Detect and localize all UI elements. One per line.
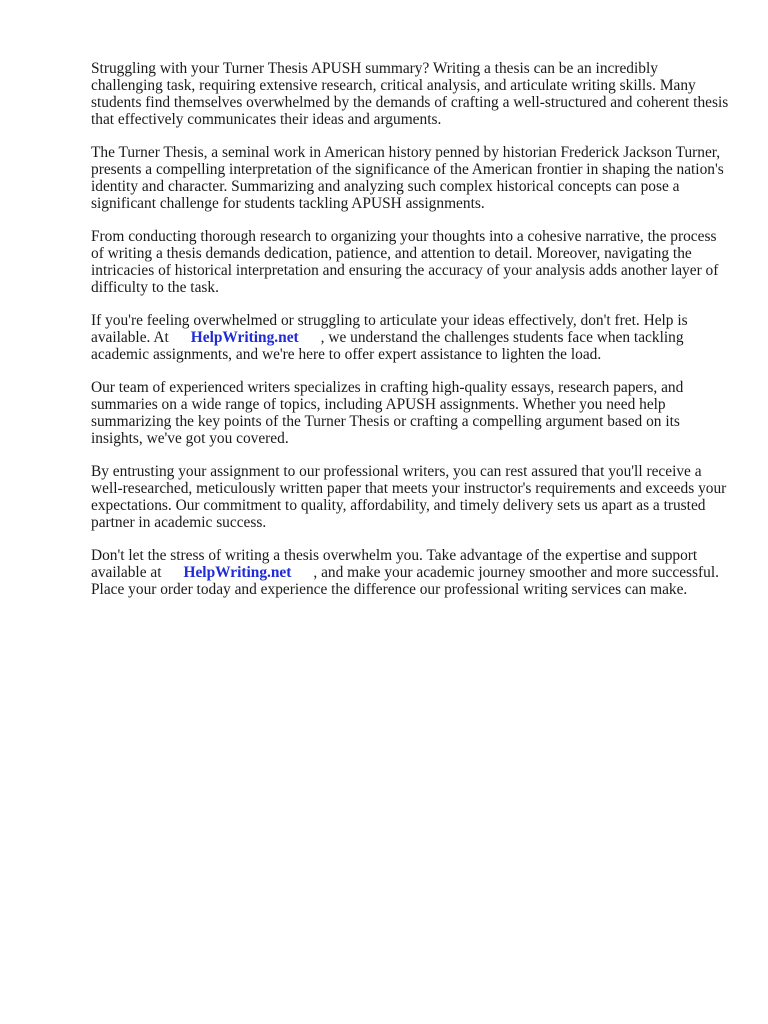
paragraph-text-after-link: , and make your academic journey smoother and more successful. Place your order today and experience the difference our professional writing services can make.: [91, 564, 719, 598]
paragraph-turner-thesis: The Turner Thesis, a seminal work in American history penned by historian Frederick Jackson Turner, presents a compelling interpretation of the significance of the American frontier in shaping the nation's identity and character. Summarizing and analyzing such complex historical concepts can pose a significant challenge for students tackling APUSH assignments.: [91, 144, 724, 212]
helpwriting-link[interactable]: HelpWriting.net: [190, 329, 299, 346]
paragraph-text-before-link: Don't let the stress of writing a thesis overwhelm you. Take advantage of the expertise and support available at: [91, 547, 698, 581]
paragraph-entrusting: By entrusting your assignment to our professional writers, you can rest assured that you'll receive a well-researched, meticulously written paper that meets your instructor's requirements and exceeds your expectations. Our commitment to quality, affordability, and timely delivery sets us apart as a trusted partner in academic success.: [91, 463, 727, 531]
paragraph-text-after-link: , we understand the challenges students face when tackling academic assignments, and we're here to offer expert assistance to lighten the load.: [91, 329, 684, 363]
paragraph-research-process: From conducting thorough research to organizing your thoughts into a cohesive narrative, the process of writing a thesis demands dedication, patience, and attention to detail. Moreover, navigating the intricacies of historical interpretation and ensuring the accuracy of your analysis adds another layer of difficulty to the task.: [91, 228, 719, 296]
paragraph-intro: Struggling with your Turner Thesis APUSH summary? Writing a thesis can be an incredibly challenging task, requiring extensive research, critical analysis, and articulate writing skills. Many students find themselves overwhelmed by the demands of crafting a well-structured and coherent thesis that effectively communicates their ideas and arguments.: [91, 60, 729, 128]
paragraph-help-available: [91, 312, 731, 363]
helpwriting-link[interactable]: HelpWriting.net: [183, 564, 292, 581]
document-body: [91, 60, 731, 614]
paragraph-call-to-action: [91, 547, 731, 598]
paragraph-text-before-link: If you're feeling overwhelmed or struggling to articulate your ideas effectively, don't fret. Help is available. At: [91, 312, 688, 346]
paragraph-team-writers: Our team of experienced writers specializes in crafting high-quality essays, research papers, and summaries on a wide range of topics, including APUSH assignments. Whether you need help summarizing the key points of the Turner Thesis or crafting a compelling argument based on its insights, we've got you covered.: [91, 379, 684, 447]
